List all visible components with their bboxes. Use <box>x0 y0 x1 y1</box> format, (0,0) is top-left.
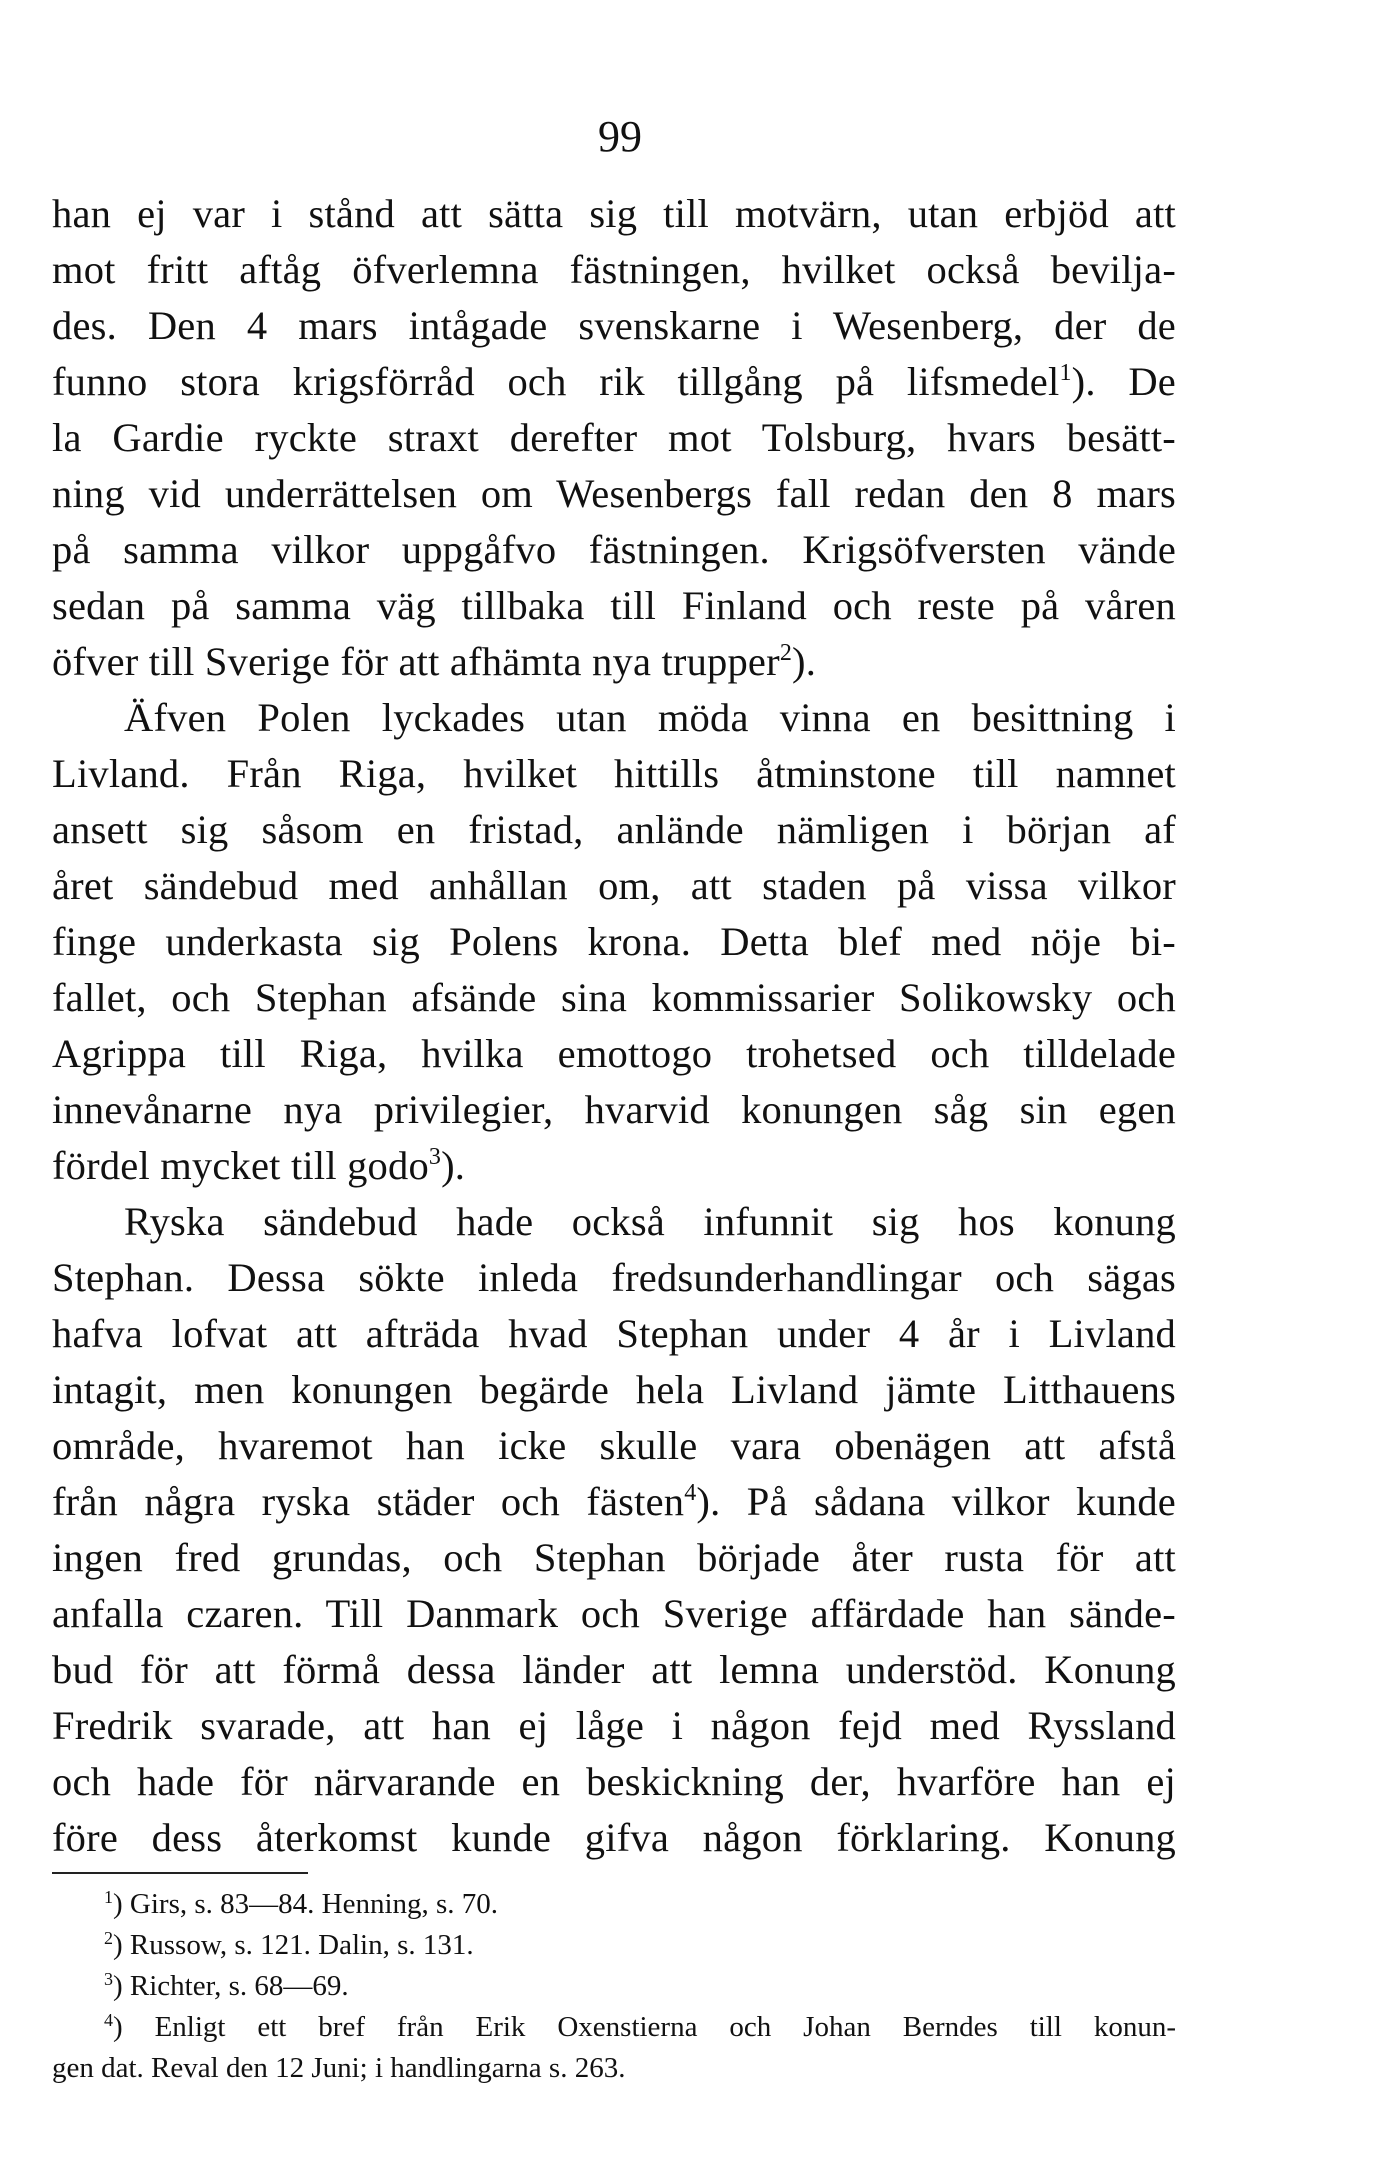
text-line: sedan på samma väg tillbaka till Finland och reste på våren <box>52 583 1176 628</box>
text-line: ingen fred grundas, och Stephan började åter rusta för att <box>52 1535 1176 1580</box>
footnote: $^4$) Enligt ett bref från Erik Oxenstierna och Johan Berndes till konun- <box>104 2010 1176 2043</box>
text-line: året sändebud med anhållan om, att staden på vissa vilkor <box>52 863 1176 908</box>
paragraph-start: Ryska sändebud hade också infunnit sig hos konung <box>124 1199 1176 1244</box>
text-line: från några ryska städer och fästen$^4$). På sådana vilkor kunde <box>52 1479 1176 1524</box>
text-line: öfver till Sverige för att afhämta nya trupper$^2$). <box>52 639 817 684</box>
text-line: bud för att förmå dessa länder att lemna understöd. Konung <box>52 1647 1176 1692</box>
text-line: Fredrik svarade, att han ej låge i någon fejd med Ryssland <box>52 1703 1176 1748</box>
text-line: des. Den 4 mars intågade svenskarne i Wesenberg, der de <box>52 303 1176 348</box>
text-line: anfalla czaren. Till Danmark och Sverige affärdade han sände- <box>52 1591 1176 1636</box>
text-line: intagit, men konungen begärde hela Livland jämte Litthauens <box>52 1367 1176 1412</box>
body-text <box>52 186 1176 1866</box>
text-line: ansett sig såsom en fristad, anlände nämligen i början af <box>52 807 1176 852</box>
text-line: Agrippa till Riga, hvilka emottogo trohetsed och tilldelade <box>52 1031 1176 1076</box>
text-line: innevånarne nya privilegier, hvarvid konungen såg sin egen <box>52 1087 1176 1132</box>
text-line: Stephan. Dessa sökte inleda fredsunderhandlingar och sägas <box>52 1255 1176 1300</box>
text-line: la Gardie ryckte straxt derefter mot Tolsburg, hvars besätt- <box>52 415 1176 460</box>
text-line: Livland. Från Riga, hvilket hittills åtminstone till namnet <box>52 751 1176 796</box>
text-line: på samma vilkor uppgåfvo fästningen. Krigsöfversten vände <box>52 527 1176 572</box>
text-line: ning vid underrättelsen om Wesenbergs fall redan den 8 mars <box>52 471 1176 516</box>
paragraph-start: Äfven Polen lyckades utan möda vinna en besittning i <box>124 695 1176 740</box>
text-line: före dess återkomst kunde gifva någon förklaring. Konung <box>52 1815 1176 1860</box>
footnote-ref: 4 <box>684 1480 697 1506</box>
text-line: mot fritt aftåg öfverlemna fästningen, hvilket också bevilja- <box>52 247 1176 292</box>
text-line: och hade för närvarande en beskickning der, hvarföre han ej <box>52 1759 1176 1804</box>
footnote: $^3$) Richter, s. 68—69. <box>104 1969 349 2002</box>
text-line: funno stora krigsförråd och rik tillgång på lifsmedel$^1$). De <box>52 359 1176 404</box>
footnote-ref: 2 <box>779 640 793 666</box>
footnote-continuation: gen dat. Reval den 12 Juni; i handlingarna s. 263. <box>52 2052 626 2084</box>
text-line: fallet, och Stephan afsände sina kommissarier Solikowsky och <box>52 975 1176 1020</box>
footnote-divider <box>52 1872 308 1874</box>
text-line: finge underkasta sig Polens krona. Detta blef med nöje bi- <box>52 919 1176 964</box>
footnote-ref: 1 <box>1059 360 1072 386</box>
footnote: $^2$) Russow, s. 121. Dalin, s. 131. <box>104 1928 474 1961</box>
text-line: hafva lofvat att afträda hvad Stephan under 4 år i Livland <box>52 1311 1176 1356</box>
page-number: 99 <box>598 112 642 161</box>
text-line: han ej var i stånd att sätta sig till motvärn, utan erbjöd att <box>52 191 1176 236</box>
text-line: fördel mycket till godo$^3$). <box>52 1143 466 1188</box>
text-line: område, hvaremot han icke skulle vara obenägen att afstå <box>52 1423 1176 1468</box>
footnote: $^1$) Girs, s. 83—84. Henning, s. 70. <box>104 1887 499 1920</box>
footnote-ref: 3 <box>428 1144 442 1170</box>
footnotes <box>52 1884 1176 2089</box>
